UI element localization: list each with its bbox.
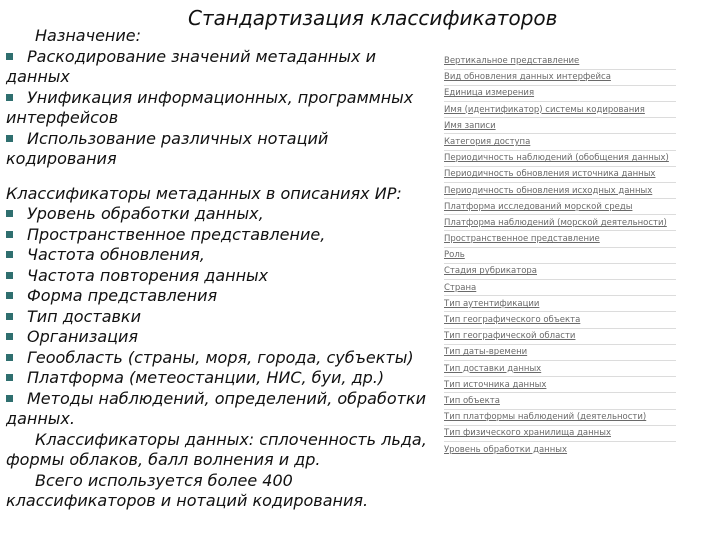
divider <box>444 133 676 134</box>
classifier-link[interactable]: Имя записи <box>444 120 496 131</box>
divider <box>444 263 676 264</box>
divider <box>444 360 676 361</box>
classifier-link[interactable]: Платформа наблюдений (морской деятельности) <box>444 217 667 228</box>
divider <box>444 279 676 280</box>
classifier-item-cont: данных. <box>6 409 75 428</box>
classifier-link[interactable]: Тип даты-времени <box>444 347 528 358</box>
classifier-link[interactable]: Периодичность обновления исходных данных <box>444 185 653 196</box>
divider <box>444 85 676 86</box>
divider <box>444 117 676 118</box>
purpose-item: Использование различных нотаций <box>6 129 446 150</box>
classifier-item: Уровень обработки данных, <box>6 204 446 225</box>
classifier-item: Форма представления <box>6 286 446 307</box>
classifier-link[interactable]: Периодичность наблюдений (обобщения данных) <box>444 153 669 164</box>
purpose-item: Унификация информационных, программных <box>6 88 446 109</box>
divider <box>444 392 676 393</box>
purpose-item-cont: интерфейсов <box>6 108 119 127</box>
divider <box>444 441 676 442</box>
divider <box>444 295 676 296</box>
divider <box>444 344 676 345</box>
purpose-item-cont: данных <box>6 67 70 86</box>
divider <box>444 182 676 183</box>
classifier-link[interactable]: Стадия рубрикатора <box>444 266 537 277</box>
classifier-link[interactable]: Тип доставки данных <box>444 363 542 374</box>
classifier-link[interactable]: Страна <box>444 282 477 293</box>
classifier-link[interactable]: Тип географической области <box>444 331 576 342</box>
classifier-link-list <box>444 56 676 455</box>
classifier-item: Организация <box>6 327 446 348</box>
total-note-line: классификаторов и нотаций кодирования. <box>6 491 369 510</box>
divider <box>444 409 676 410</box>
divider <box>444 150 676 151</box>
page-title: Стандартизация классификаторов <box>188 6 558 30</box>
classifier-link[interactable]: Тип платформы наблюдений (деятельности) <box>444 412 647 423</box>
data-classifiers-line: формы облаков, балл волнения и др. <box>6 450 321 469</box>
divider <box>444 376 676 377</box>
total-note-line: Всего используется более 400 <box>35 470 293 490</box>
divider <box>444 69 676 70</box>
classifier-link[interactable]: Роль <box>444 250 465 261</box>
classifier-link[interactable]: Категория доступа <box>444 136 531 147</box>
divider <box>444 311 676 312</box>
purpose-item-cont: кодирования <box>6 149 117 168</box>
classifier-link[interactable]: Тип источника данных <box>444 379 547 390</box>
classifier-item: Тип доставки <box>6 307 446 328</box>
classifier-link[interactable]: Вид обновления данных интерфейса <box>444 72 611 83</box>
classifier-link[interactable]: Уровень обработки данных <box>444 444 568 455</box>
classifier-link[interactable]: Пространственное представление <box>444 234 600 245</box>
classifier-link[interactable]: Тип аутентификации <box>444 298 540 309</box>
purpose-heading: Назначение: <box>35 26 141 45</box>
classifier-link[interactable]: Платформа исследований морской среды <box>444 201 633 212</box>
main-text <box>6 26 446 512</box>
spacer <box>6 170 446 184</box>
divider <box>444 101 676 102</box>
classifier-link[interactable]: Тип физического хранилища данных <box>444 428 611 439</box>
classifier-item: Платформа (метеостанции, НИС, буи, др.) <box>6 368 446 389</box>
classifier-link[interactable]: Периодичность обновления источника данных <box>444 169 656 180</box>
divider <box>444 230 676 231</box>
purpose-item: Раскодирование значений метаданных и <box>6 47 446 68</box>
data-classifiers-line: Классификаторы данных: сплоченность льда, <box>35 429 427 449</box>
classifier-link[interactable]: Тип объекта <box>444 395 500 406</box>
divider <box>444 198 676 199</box>
divider <box>444 247 676 248</box>
classifier-item: Геообласть (страны, моря, города, субъекты) <box>6 348 446 369</box>
classifier-link[interactable]: Имя (идентификатор) системы кодирования <box>444 104 645 115</box>
classifier-item: Методы наблюдений, определений, обработки <box>6 389 446 410</box>
classifier-link[interactable]: Единица измерения <box>444 88 535 99</box>
classifier-link[interactable]: Вертикальное представление <box>444 56 580 66</box>
classifier-item: Частота обновления, <box>6 245 446 266</box>
divider <box>444 214 676 215</box>
divider <box>444 166 676 167</box>
divider <box>444 425 676 426</box>
classifiers-heading: Классификаторы метаданных в описаниях ИР: <box>6 183 402 203</box>
divider <box>444 328 676 329</box>
classifier-item: Частота повторения данных <box>6 266 446 287</box>
classifier-link[interactable]: Тип географического объекта <box>444 315 581 325</box>
classifier-item: Пространственное представление, <box>6 225 446 246</box>
